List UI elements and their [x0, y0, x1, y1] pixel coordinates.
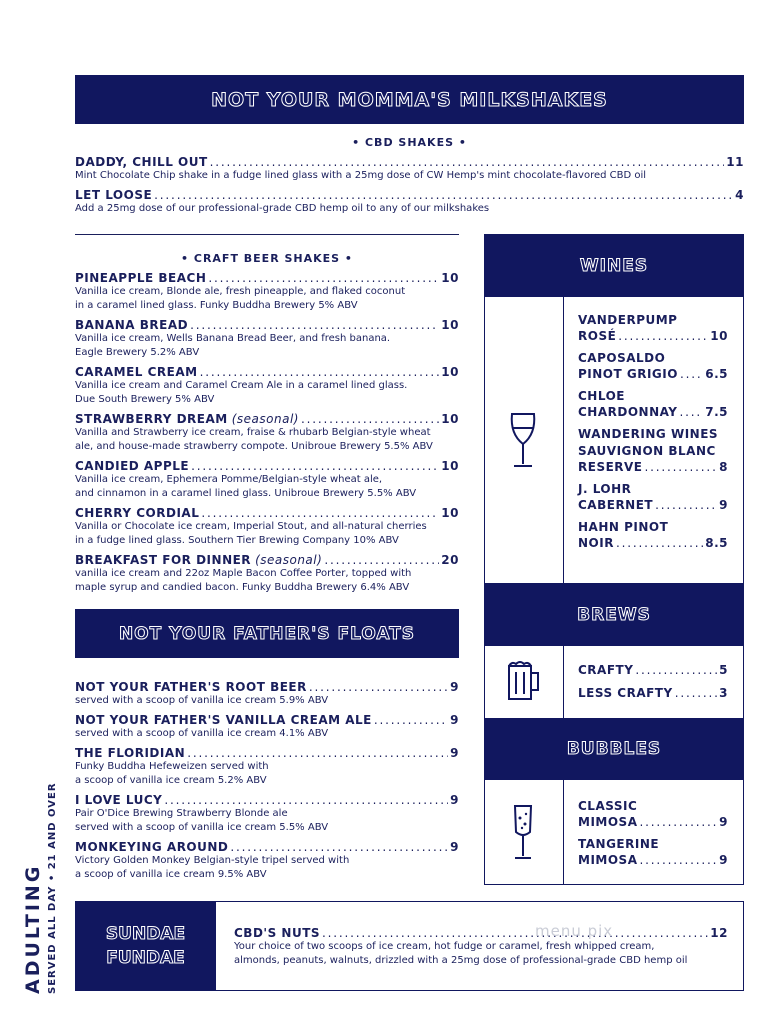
cbd-shakes-heading: • CBD SHAKES •: [352, 136, 467, 149]
item-desc: ale, and house-made strawberry compote. Unibroue Brewery 5.5% ABV: [75, 440, 433, 452]
item-desc: Due South Brewery 5% ABV: [75, 393, 215, 405]
item-price: 10: [441, 459, 459, 473]
wine-item: [578, 426, 728, 474]
item-price: 12: [710, 926, 728, 940]
item-name: CHERRY CORDIAL: [75, 506, 200, 520]
item-desc: Funky Buddha Hefeweizen served with: [75, 761, 269, 772]
brews-banner: [484, 583, 744, 646]
menu-item: [234, 926, 728, 967]
wine-name: NOIR: [578, 536, 614, 550]
item-desc: served with a scoop of vanilla ice cream 4.1% ABV: [75, 728, 329, 739]
item-price: 10: [441, 271, 459, 285]
bubbles-banner: [484, 718, 744, 780]
menu-item: [75, 459, 459, 500]
wine-item: [578, 388, 728, 419]
item-desc: Vanilla and Strawberry ice cream, fraise & rhubarb Belgian-style wheat: [75, 427, 431, 438]
item-price: 11: [726, 155, 744, 169]
wine-name: PINOT GRIGIO: [578, 367, 678, 381]
bubbles-item: [578, 836, 728, 867]
column-divider: [563, 780, 564, 885]
wine-name: J. LOHR: [578, 482, 632, 496]
wines-banner: [484, 234, 744, 297]
wine-item: [578, 481, 728, 512]
item-desc: Vanilla ice cream, Blonde ale, fresh pineapple, and flaked coconut: [75, 286, 406, 297]
menu-item: [75, 271, 459, 312]
bubbles-name: MIMOSA: [578, 815, 638, 829]
item-desc: Vanilla ice cream and Caramel Cream Ale in a caramel lined glass.: [75, 380, 408, 391]
section-divider: [75, 234, 459, 235]
item-price: 9: [450, 840, 459, 854]
bubbles-list: [578, 798, 728, 867]
menu-item: [75, 746, 459, 787]
item-desc: Mint Chocolate Chip shake in a fudge lined glass with a 25mg dose of CW Hemp's mint chocolate-flavored CBD oil: [75, 170, 647, 181]
watermark: menu pix: [535, 922, 614, 940]
wine-name: CHLOE: [578, 389, 625, 403]
menu-item: [75, 840, 459, 881]
seasonal-tag: (seasonal): [231, 412, 299, 426]
wine-item: [578, 350, 728, 381]
item-desc: Pair O'Dice Brewing Strawberry Blonde ale: [75, 808, 288, 819]
bubbles-name: MIMOSA: [578, 853, 638, 867]
item-desc: Vanilla ice cream, Wells Banana Bread Beer, and fresh banana.: [75, 333, 391, 344]
adulting-subtitle: SERVED ALL DAY • 21 AND OVER: [47, 782, 58, 994]
brews-title: BREWS: [577, 604, 651, 625]
bubbles-item: [578, 798, 728, 829]
milkshakes-banner: [75, 75, 744, 124]
brew-price: 3: [719, 686, 728, 700]
wine-price: 7.5: [705, 405, 728, 419]
column-divider: [563, 297, 564, 583]
item-desc: Eagle Brewery 5.2% ABV: [75, 346, 200, 358]
item-desc: a scoop of vanilla ice cream 5.2% ABV: [75, 774, 267, 786]
item-name: NOT YOUR FATHER'S ROOT BEER: [75, 680, 307, 694]
bubbles-price: 9: [719, 853, 728, 867]
menu-item: [75, 318, 459, 359]
wine-name: SAUVIGNON BLANC: [578, 444, 716, 458]
item-price: 4: [735, 188, 744, 202]
wine-item: [578, 312, 728, 343]
item-name: I LOVE LUCY: [75, 793, 163, 807]
item-desc: Vanilla or Chocolate ice cream, Imperial Stout, and all-natural cherries: [75, 521, 427, 532]
sundae-title: SUNDAE: [105, 924, 186, 944]
item-price: 10: [441, 506, 459, 520]
item-name: MONKEYING AROUND: [75, 840, 229, 854]
item-name: STRAWBERRY DREAM: [75, 412, 228, 426]
item-price: 9: [450, 680, 459, 694]
wine-name: WANDERING WINES: [578, 427, 719, 441]
item-price: 10: [441, 365, 459, 379]
item-name: CARAMEL CREAM: [75, 365, 198, 379]
brew-item: [578, 663, 728, 677]
item-desc: maple syrup and candied bacon. Funky Buddha Brewery 6.4% ABV: [75, 581, 410, 593]
menu-item: [75, 793, 459, 834]
menu-item: [75, 365, 459, 406]
menu-item: [75, 553, 459, 594]
menu-item: [75, 188, 744, 216]
brew-price: 5: [719, 663, 728, 677]
wine-name: ROSÉ: [578, 329, 617, 343]
item-price: 10: [441, 412, 459, 426]
bubbles-title: BUBBLES: [566, 739, 662, 759]
milkshakes-title: NOT YOUR MOMMA'S MILKSHAKES: [211, 88, 608, 111]
wine-price: 6.5: [705, 367, 728, 381]
seasonal-tag: (seasonal): [255, 553, 323, 567]
item-desc: Add a 25mg dose of our professional-grade CBD hemp oil to any of our milkshakes: [75, 203, 490, 214]
item-desc: a scoop of vanilla ice cream 9.5% ABV: [75, 868, 267, 880]
wine-name: CHARDONNAY: [578, 405, 678, 419]
item-name: LET LOOSE: [75, 188, 153, 202]
wine-price: 8.5: [705, 536, 728, 550]
item-desc: served with a scoop of vanilla ice cream 5.5% ABV: [75, 821, 329, 833]
wine-price: 8: [719, 460, 728, 474]
item-name: THE FLORIDIAN: [75, 746, 186, 760]
item-desc: vanilla ice cream and 22oz Maple Bacon Coffee Porter, topped with: [75, 568, 412, 579]
item-price: 10: [441, 318, 459, 332]
item-name: DADDY, CHILL OUT: [75, 155, 208, 169]
item-name: BANANA BREAD: [75, 318, 189, 332]
column-divider: [563, 646, 564, 718]
wine-item: [578, 519, 728, 550]
item-name: PINEAPPLE BEACH: [75, 271, 207, 285]
sundae-banner: [75, 901, 216, 991]
bubbles-price: 9: [719, 815, 728, 829]
item-desc: Your choice of two scoops of ice cream, hot fudge or caramel, fresh whipped cream,: [234, 941, 655, 952]
bubbles-name: TANGERINE: [578, 837, 660, 851]
floats-title: NOT YOUR FATHER'S FLOATS: [118, 623, 416, 644]
wine-name: RESERVE: [578, 460, 643, 474]
menu-item: [75, 412, 459, 453]
adulting-title: ADULTING: [22, 863, 44, 994]
bubbles-name: CLASSIC: [578, 799, 638, 813]
menu-item: [75, 506, 459, 547]
wine-name: HAHN PINOT: [578, 520, 669, 534]
brew-item: [578, 686, 728, 700]
item-price: 9: [450, 793, 459, 807]
item-desc: and cinnamon in a caramel lined glass. Unibroue Brewery 5.5% ABV: [75, 487, 417, 499]
wine-list: [578, 312, 728, 550]
champagne-glass-icon: [510, 804, 536, 862]
wine-price: 9: [719, 498, 728, 512]
item-desc: in a fudge lined glass. Southern Tier Brewing Company 10% ABV: [75, 534, 399, 546]
item-desc: in a caramel lined glass. Funky Buddha Brewery 5% ABV: [75, 299, 358, 311]
menu-item: [75, 155, 744, 183]
item-name: BREAKFAST FOR DINNER: [75, 553, 252, 567]
wine-name: VANDERPUMP: [578, 313, 678, 327]
wine-name: CAPOSALDO: [578, 351, 666, 365]
item-desc: served with a scoop of vanilla ice cream 5.9% ABV: [75, 695, 329, 706]
item-price: 9: [450, 713, 459, 727]
wine-price: 10: [710, 329, 728, 343]
menu-item: [75, 713, 459, 741]
sundae-title: FUNDAE: [106, 948, 185, 968]
item-desc: Vanilla ice cream, Ephemera Pomme/Belgian-style wheat ale,: [75, 474, 383, 485]
item-price: 20: [441, 553, 459, 567]
brew-name: CRAFTY: [578, 663, 634, 677]
wine-name: CABERNET: [578, 498, 654, 512]
item-name: CBD'S NUTS: [234, 926, 321, 940]
menu-item: [75, 680, 459, 708]
brew-name: LESS CRAFTY: [578, 686, 673, 700]
floats-banner: [75, 609, 459, 658]
item-name: CANDIED APPLE: [75, 459, 190, 473]
item-desc: Victory Golden Monkey Belgian-style tripel served with: [75, 855, 350, 866]
wines-title: WINES: [579, 255, 649, 276]
wine-glass-icon: [506, 412, 540, 470]
brew-list: [578, 663, 728, 700]
beer-mug-icon: [506, 660, 542, 702]
item-desc: almonds, peanuts, walnuts, drizzled with a 25mg dose of professional-grade CBD hemp oil: [234, 954, 688, 966]
item-price: 9: [450, 746, 459, 760]
craft-beer-heading: • CRAFT BEER SHAKES •: [181, 252, 353, 265]
item-name: NOT YOUR FATHER'S VANILLA CREAM ALE: [75, 713, 372, 727]
